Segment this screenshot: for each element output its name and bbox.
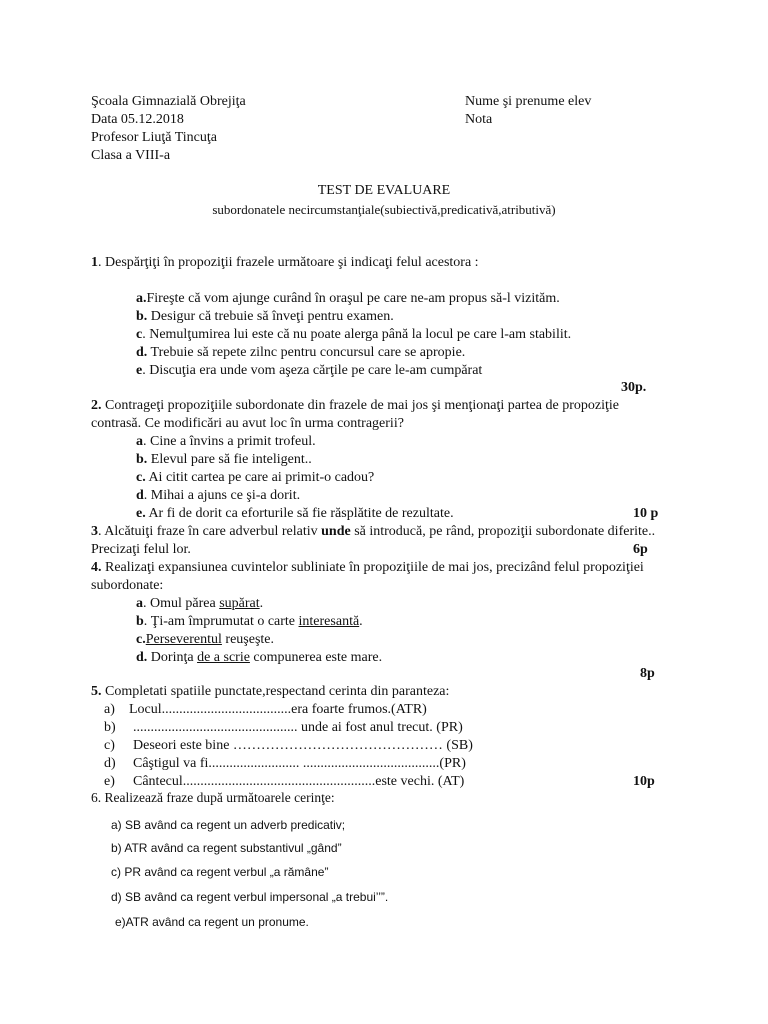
exercise-5-number: 5.	[91, 684, 102, 699]
exercise-4-item-d: d. Dorinţa de a scrie compunerea este mare.	[136, 650, 383, 665]
exercise-6-item-d: d) SB având ca regent verbul impersonal „a trebui’’”.	[111, 890, 389, 904]
exercise-3-line-1: 3. Alcătuiţi fraze în care adverbul relativ unde să introducă, pe rând, propoziţii subordonate diferite..	[91, 524, 656, 539]
exercise-2-line-2: contrasă. Ce modificări au avut loc în urma contragerii?	[91, 416, 404, 431]
school-name: Şcoala Gimnazială Obrejiţa	[91, 94, 246, 109]
exercise-6-item-a: a) SB având ca regent un adverb predicativ;	[111, 818, 346, 832]
test-date: Data 05.12.2018	[91, 112, 184, 127]
exercise-5-item-b: ............................................... unde ai fost anul trecut. (PR)	[133, 720, 463, 735]
exercise-1-item-b: b. Desigur că trebuie să înveţi pentru examen.	[136, 309, 394, 324]
exercise-3-line-2: Precizaţi felul lor.	[91, 542, 191, 557]
exercise-6-item-c: c) PR având ca regent verbul „a rămâne”	[111, 865, 329, 879]
exercise-2-item-c: c. Ai citit cartea pe care ai primit-o cadou?	[136, 470, 375, 485]
exercise-4-item-c: c.Perseverentul reuşeşte.	[136, 632, 275, 647]
exercise-2-item-d: d. Mihai a ajuns ce şi-a dorit.	[136, 488, 301, 503]
exercise-5-item-e-label: e)	[104, 774, 115, 789]
student-name-field: Nume şi prenume elev	[465, 94, 592, 109]
exercise-5-item-d: Câştigul va fi.......................... .......................................(PR)	[133, 756, 466, 771]
teacher-name: Profesor Liuţă Tincuţa	[91, 130, 217, 145]
class-name: Clasa a VIII-a	[91, 148, 171, 163]
exercise-1-item-e: e. Discuţia era unde vom aşeza cărţile pe care le-am cumpărat	[136, 363, 483, 378]
exercise-4-line-2: subordonate:	[91, 578, 164, 593]
exercise-2-item-e: e. Ar fi de dorit ca eforturile să fie răsplătite de rezultate.	[136, 506, 454, 521]
exercise-6-item-e: e)ATR având ca regent un pronume.	[115, 915, 309, 929]
exercise-1-instruction	[91, 255, 479, 270]
exercise-1-text: . Despărţiţi în propoziţii frazele următoare şi indicaţi felul acestora :	[98, 255, 479, 270]
exercise-5-item-e: Cântecul.......................................................este vechi. (AT)	[133, 774, 465, 789]
exercise-4-line-1: 4. Realizaţi expansiunea cuvintelor subliniate în propoziţiile de mai jos, precizând felul propoziţiei	[91, 560, 644, 575]
page-subtitle: subordonatele necircumstanţiale(subiectivă,predicativă,atributivă)	[212, 202, 556, 217]
exercise-5-item-c-label: c)	[104, 738, 115, 753]
exercise-1-item-a: a.Fireşte că vom ajunge curând în oraşul pe care ne-am propus să-l vizităm.	[136, 291, 560, 306]
exercise-6-item-b: b) ATR având ca regent substantivul „gând”	[111, 841, 342, 855]
exercise-5-item-a-label: a)	[104, 702, 115, 717]
exercise-5-points: 10p	[633, 774, 655, 789]
exercise-4-points: 8p	[640, 666, 655, 681]
exercise-2-points: 10 p	[633, 506, 659, 521]
exercise-3-points: 6p	[633, 542, 648, 557]
exercise-1-item-d: d. Trebuie să repete zilnc pentru concursul care se apropie.	[136, 345, 466, 360]
exercise-1-item-c: c. Nemulţumirea lui este că nu poate alerga până la locul pe care l-am stabilit.	[136, 327, 572, 342]
exercise-5-item-c: Deseori este bine ……………………………………… (SB)	[133, 738, 473, 753]
exercise-2-item-a: a. Cine a învins a primit trofeul.	[136, 434, 316, 449]
exercise-4-number: 4.	[91, 560, 102, 575]
exercise-5-item-a: Locul.....................................era foarte frumos.(ATR)	[129, 702, 427, 717]
page-title: TEST DE EVALUARE	[317, 183, 451, 198]
exercise-2-line-1: 2. Contrageţi propoziţiile subordonate din frazele de mai jos şi menţionaţi partea de propoziţie	[91, 398, 619, 413]
grade-field: Nota	[465, 112, 493, 127]
exercise-1-points: 30p.	[621, 380, 647, 395]
exercise-5-item-b-label: b)	[104, 720, 116, 735]
exercise-6-instruction: 6. Realizează fraze după următoarele cerinţe:	[91, 790, 335, 805]
exercise-1-number: 1	[91, 255, 98, 270]
exercise-2-number: 2.	[91, 398, 102, 413]
exercise-4-item-b: b. Ţi-am împrumutat o carte interesantă.	[136, 614, 363, 629]
exercise-2-item-b: b. Elevul pare să fie inteligent..	[136, 452, 312, 467]
exercise-5-instruction: 5. Completati spatiile punctate,respectand cerinta din paranteza:	[91, 684, 450, 699]
exercise-3-number: 3	[91, 524, 98, 539]
exercise-5-item-d-label: d)	[104, 756, 116, 771]
exercise-4-item-a: a. Omul părea supărat.	[136, 596, 264, 611]
